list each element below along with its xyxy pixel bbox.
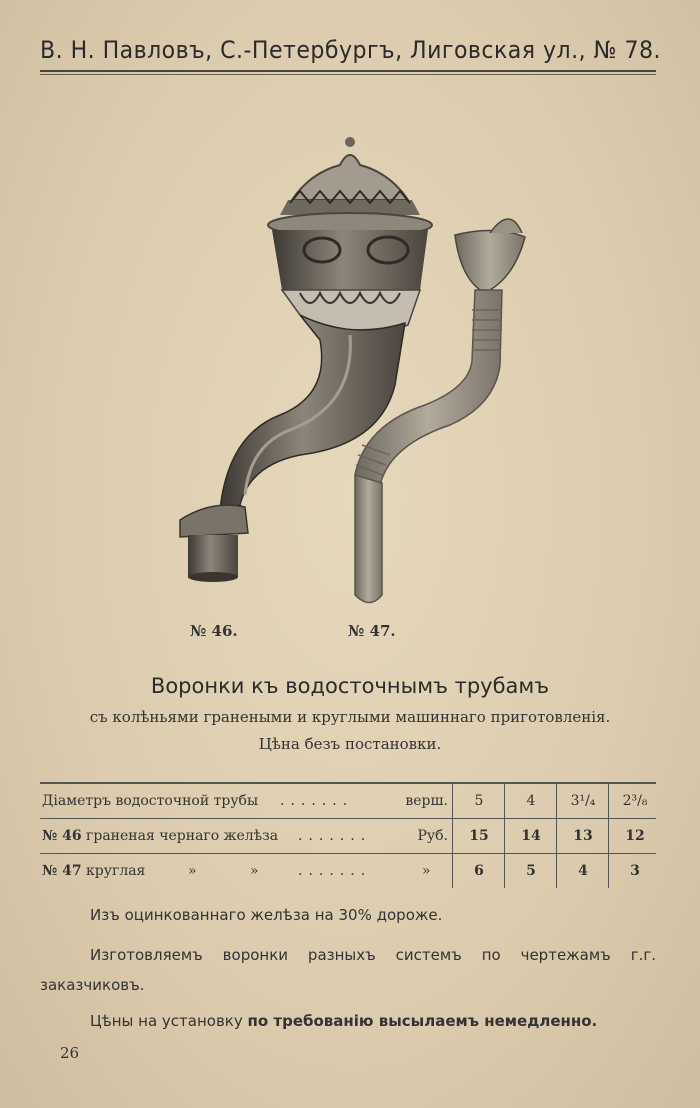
price-cell: 12 [625, 828, 645, 844]
note-install-bold: по требованію высылаемъ немедленно. [247, 1012, 598, 1030]
price-cell: 6 [474, 863, 484, 879]
caption-47: № 47. [348, 622, 396, 640]
item-desc: круглая [86, 863, 146, 879]
section-title: Воронки къ водосточнымъ трубамъ [150, 674, 550, 698]
ditto-mark: » [422, 863, 431, 879]
price-cell: 5 [526, 863, 536, 879]
price-cell: 4 [578, 863, 588, 879]
page-number: 26 [60, 1044, 80, 1062]
header-rule-thin [40, 74, 656, 75]
row-unit: верш. [405, 793, 448, 809]
header-rule [40, 70, 656, 72]
note-install: Цѣны на установку по требованію высылаемъ немедленно. [90, 1012, 598, 1030]
price-cell: 13 [573, 828, 593, 844]
item-desc: граненая чернаго желѣза [86, 828, 279, 844]
price-cell: 14 [521, 828, 541, 844]
table-row: № 47 круглая » » ....... » 6 5 4 3 [40, 854, 656, 888]
price-cell: 15 [469, 828, 489, 844]
item-number: № 47 [42, 863, 82, 879]
section-subtitle: съ колѣньями гранеными и круглыми машиннаго приготовленія. [89, 708, 611, 726]
price-cell: 3 [630, 863, 640, 879]
row-unit: Руб. [417, 828, 448, 844]
caption-46: № 46. [190, 622, 238, 640]
ditto-mark: » [250, 863, 259, 879]
price-note: Цѣна безъ постановки. [258, 735, 442, 753]
item-number: № 46 [42, 828, 82, 844]
page-header: В. Н. Павловъ, С.-Петербургъ, Лиговская ул., № 78. [40, 36, 661, 64]
funnel-46-image [180, 137, 432, 582]
cell: 4 [526, 793, 536, 809]
cell: 5 [474, 793, 484, 809]
note-zinc: Изъ оцинкованнаго желѣза на 30% дороже. [90, 906, 443, 924]
funnels-illustration [150, 125, 570, 625]
ditto-mark: » [188, 863, 197, 879]
cell: 3¹/₄ [570, 793, 596, 809]
note-custom: Изготовляемъ воронки разныхъ системъ по чертежамъ г.г. заказчиковъ. [40, 946, 656, 994]
table-row-diameter: Діаметръ водосточной трубы ....... верш. 5 4 3¹/₄ 2³/₈ [40, 784, 656, 818]
cell: 2³/₈ [622, 793, 648, 809]
row-label: Діаметръ водосточной трубы [42, 793, 259, 809]
table-row: № 46 граненая чернаго желѣза ....... Руб. 15 14 13 12 [40, 819, 656, 853]
